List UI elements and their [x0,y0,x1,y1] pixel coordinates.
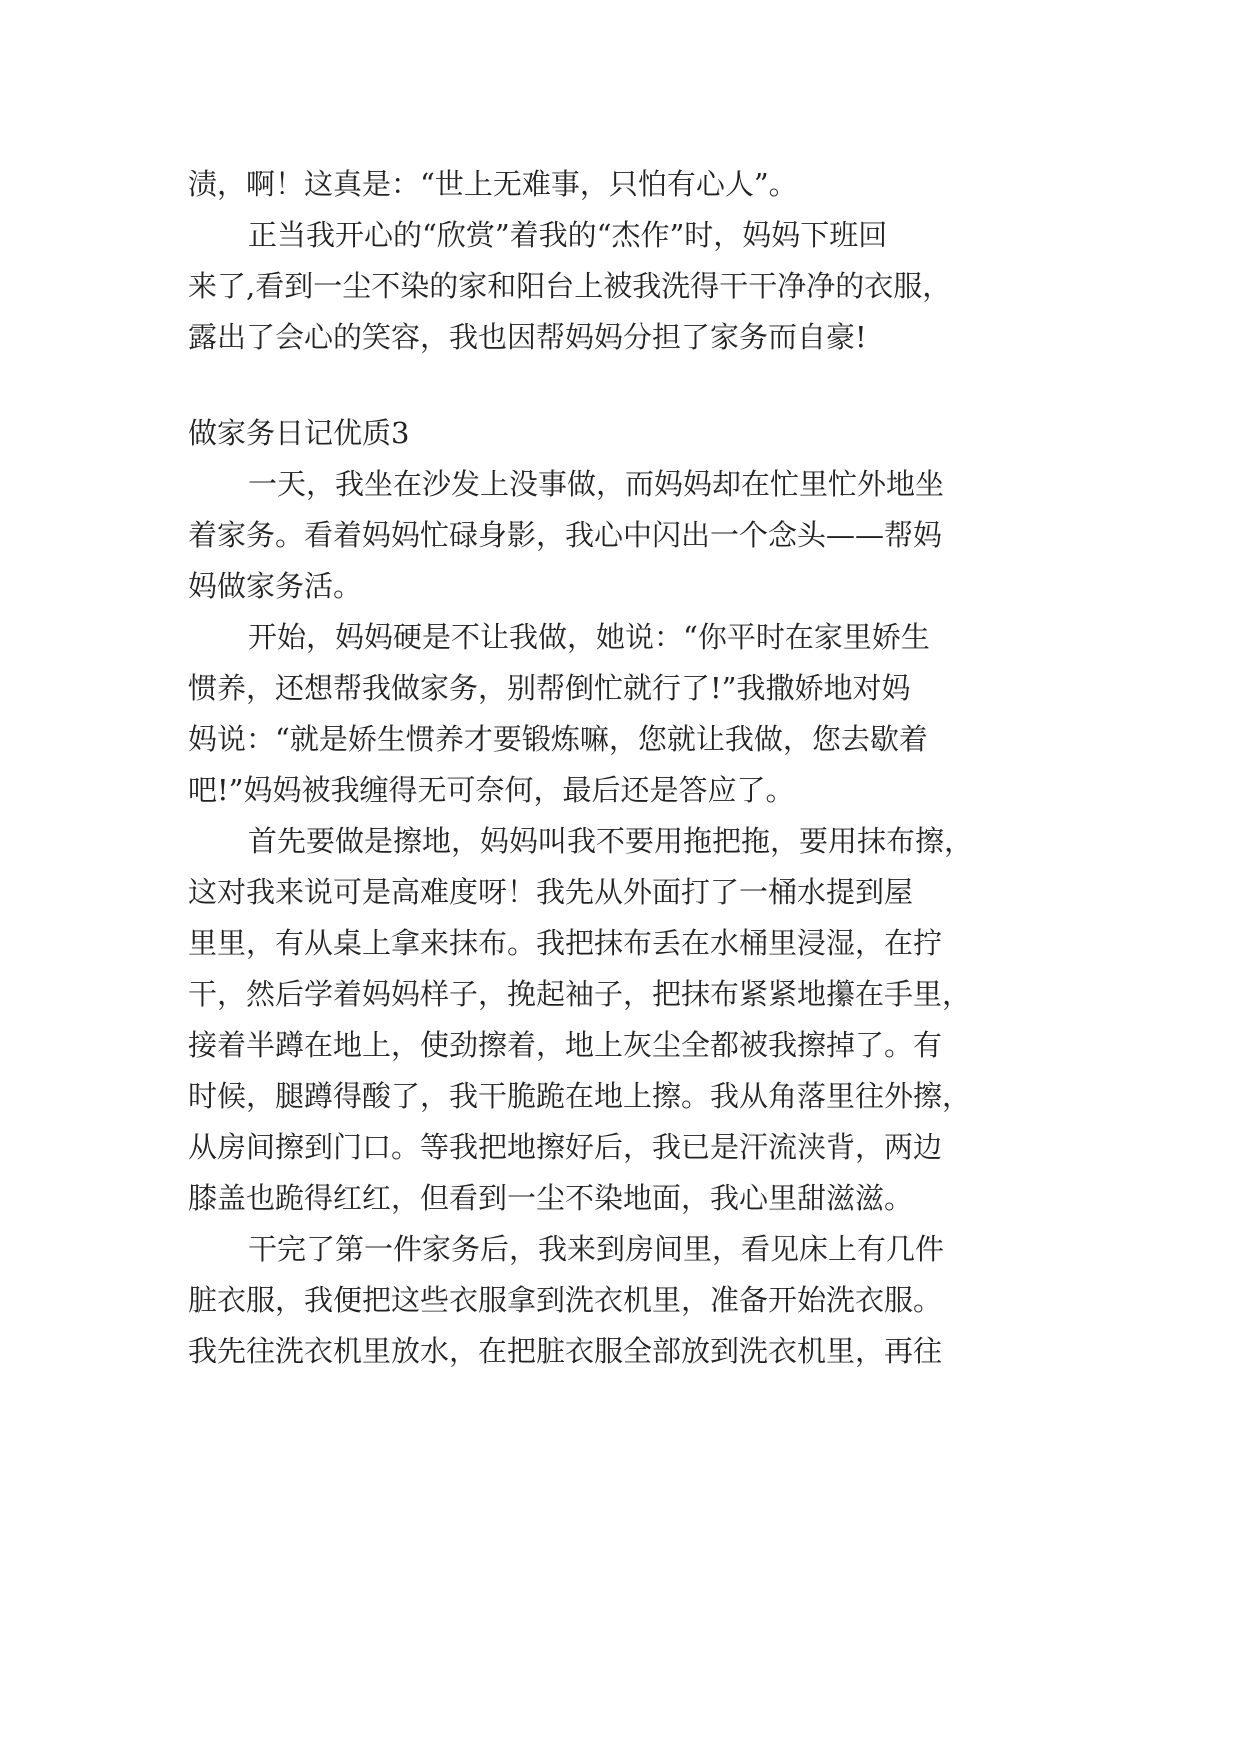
text-line: 一天，我坐在沙发上没事做，而妈妈却在忙里忙外地坐 [248,467,945,501]
text-line: 渍，啊！这真是：“世上无难事，只怕有心人”。 [188,167,798,201]
text-line: 脏衣服，我便把这些衣服拿到洗衣机里，准备开始洗衣服。 [188,1283,943,1317]
text-line: 时候，腿蹲得酸了，我干脆跪在地上擦。我从角落里往外擦， [188,1079,972,1113]
paragraph [188,1224,1088,1377]
text-line: 我先往洗衣机里放水，在把脏衣服全部放到洗衣机里，再往 [188,1334,943,1368]
paragraph [188,612,1088,816]
text-line: 惯养，还想帮我做家务，别帮倒忙就行了!”我撒娇地对妈 [188,671,911,705]
section-gap [188,363,1088,408]
text-line: 妈做家务活。 [188,569,363,603]
text-line: 膝盖也跪得红红，但看到一尘不染地面，我心里甜滋滋。 [188,1181,914,1215]
text-line: 干，然后学着妈妈样子，挽起袖子，把抹布紧紧地攥在手里， [188,977,972,1011]
text-line: 里里，有从桌上拿来抹布。我把抹布丢在水桶里浸湿，在拧 [188,926,943,960]
text-line: 这对我来说可是高难度呀！我先从外面打了一桶水提到屋 [188,875,914,909]
paragraph [188,210,1088,363]
text-line: 干完了第一件家务后，我来到房间里，看见床上有几件 [248,1232,945,1266]
text-line: 露出了会心的笑容，我也因帮妈妈分担了家务而自豪! [188,320,867,354]
text-line: 首先要做是擦地，妈妈叫我不要用拖把拖，要用抹布擦， [248,824,974,858]
text-line: 着家务。看着妈妈忙碌身影，我心中闪出一个念头——帮妈 [188,518,943,552]
section-heading: 做家务日记优质3 [188,416,410,450]
text-line: 来了,看到一尘不染的家和阳台上被我洗得干干净净的衣服， [188,269,952,303]
text-line: 开始，妈妈硬是不让我做，她说：“你平时在家里娇生 [248,620,930,654]
paragraph [188,816,1088,1224]
paragraph [188,459,1088,612]
text-line: 正当我开心的“欣赏”着我的“杰作”时，妈妈下班回 [248,218,888,252]
text-line: 从房间擦到门口。等我把地擦好后，我已是汗流浃背，两边 [188,1130,943,1164]
paragraph-continuation [188,159,1088,210]
text-line: 吧!”妈妈被我缠得无可奈何，最后还是答应了。 [188,773,795,807]
document-body [188,159,1088,1377]
text-line: 妈说：“就是娇生惯养才要锻炼嘛，您就让我做，您去歇着 [188,722,928,756]
text-line: 接着半蹲在地上，使劲擦着，地上灰尘全都被我擦掉了。有 [188,1028,943,1062]
